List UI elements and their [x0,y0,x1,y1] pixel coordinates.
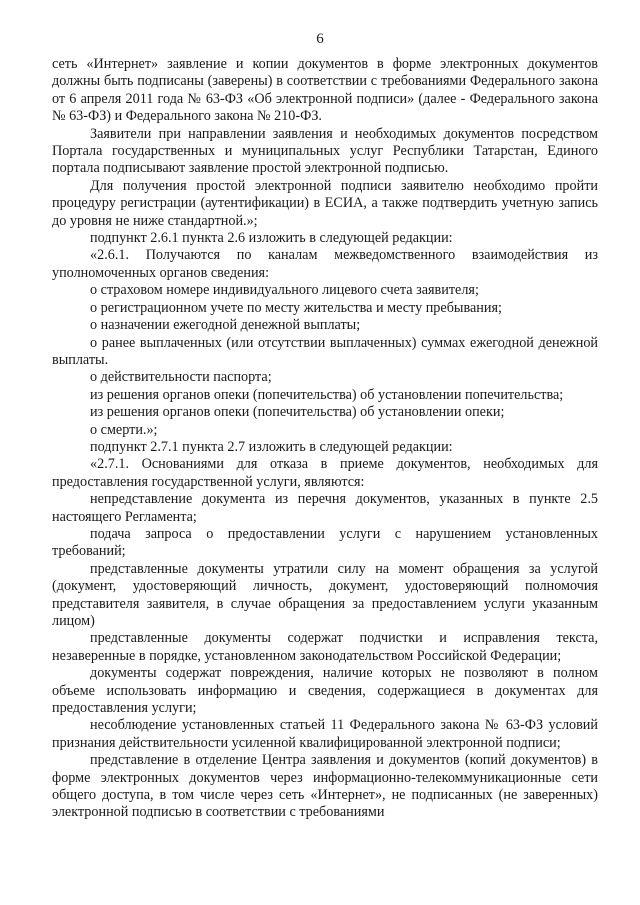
paragraph: сеть «Интернет» заявление и копии документов в форме электронных документов должны быть подписаны (заверены) в соответствии с требованиями Федерального закона от 6 апреля 2011 года № 63-ФЗ «Об электронной подписи» (далее - Федерального закона № 63-ФЗ) и Федерального закона № 210-ФЗ. [52,56,598,125]
paragraph: представленные документы содержат подчистки и исправления текста, незаверенные в порядке, установленном законодательством Российской Федерации; [52,630,598,664]
paragraph: о страховом номере индивидуального лицевого счета заявителя; [90,282,479,299]
paragraph: Заявители при направлении заявления и необходимых документов посредством Портала государственных и муниципальных услуг Республики Татарстан, Единого портала подписывают заявление простой электронной подписью. [52,125,598,177]
paragraph: из решения органов опеки (попечительства) об установлении опеки; [90,404,505,421]
paragraph: подпункт 2.7.1 пункта 2.7 изложить в следующей редакции: [90,438,453,455]
paragraph: о регистрационном учете по месту жительства и месту пребывания; [90,299,502,316]
paragraph: документы содержат повреждения, наличие которых не позволяют в полном объеме использовать информацию и сведения, содержащиеся в документах для предоставления услуги; [52,665,598,717]
paragraph: о ранее выплаченных (или отсутствии выплаченных) суммах ежегодной денежной выплаты. [52,334,598,368]
paragraph: о назначении ежегодной денежной выплаты; [90,317,361,334]
paragraph: подача запроса о предоставлении услуги с нарушением установленных требований; [52,525,598,560]
paragraph: Для получения простой электронной подписи заявителю необходимо пройти процедуру регистрации (аутентификации) в ЕСИА, а также подтвердить учетную запись до уровня не ниже стандартной.»; [52,177,598,229]
paragraph: «2.6.1. Получаются по каналам межведомственного взаимодействия из уполномоченных органов сведения: [52,247,598,281]
paragraph: непредставление документа из перечня документов, указанных в пункте 2.5 настоящего Регламента; [52,491,598,525]
paragraph: из решения органов опеки (попечительства) об установлении попечительства; [90,386,564,403]
paragraph: представление в отделение Центра заявления и документов (копий документов) в форме электронных документов через информационно-телекоммуникационные сети общего доступа, в том числе через сеть «Интернет», не подписанных (не заверенных) электронной подписью в соответствии с требованиями [52,752,598,821]
paragraph: подпункт 2.6.1 пункта 2.6 изложить в следующей редакции: [90,230,453,247]
paragraph: о действительности паспорта; [90,369,272,386]
page-number: 6 [316,31,324,47]
paragraph: «2.7.1. Основаниями для отказа в приеме документов, необходимых для предоставления государственной услуги, являются: [52,456,598,490]
paragraph: представленные документы утратили силу на момент обращения за услугой (документ, удостоверяющий личность, документ, удостоверяющий полномочия представителя заявителя, в случае обращения за предоставлением услуги указанным лицом) [52,560,598,629]
paragraph: несоблюдение установленных статьей 11 Федерального закона № 63-ФЗ условий признания действительности усиленной квалифицированной электронной подписи; [52,717,598,751]
paragraph: о смерти.»; [90,421,158,438]
document-body [52,56,598,822]
